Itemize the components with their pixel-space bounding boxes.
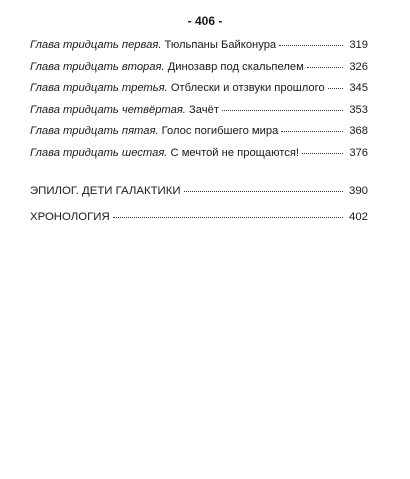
toc-entry-label [30, 61, 304, 74]
toc-entry-label [30, 104, 219, 117]
spacer [30, 169, 368, 185]
table-of-contents [30, 39, 368, 224]
chapter-title: С мечтой не прощаются! [167, 146, 299, 159]
chapter-prefix: Глава тридцать первая. [30, 39, 162, 51]
toc-page-number: 402 [348, 210, 368, 223]
section-title: ЭПИЛОГ. ДЕТИ ГАЛАКТИКИ [30, 184, 181, 197]
section-title: ХРОНОЛОГИЯ [30, 210, 110, 223]
toc-entry-epilogue [30, 185, 368, 198]
toc-entry-chapter-34 [30, 104, 368, 126]
toc-entry-label [30, 39, 276, 52]
spacer [30, 198, 368, 211]
dot-leader [222, 110, 343, 111]
chapter-title: Отблески и отзвуки прошлого [167, 82, 325, 95]
chapter-title: Тюльпаны Байконура [161, 39, 277, 51]
chapter-prefix: Глава тридцать третья. [30, 82, 168, 95]
chapter-title: Динозавр под скальпелем [164, 60, 304, 73]
toc-page-number: 376 [349, 146, 368, 159]
chapter-prefix: Глава тридцать вторая. [30, 60, 165, 73]
toc-entry-chapter-36 [30, 147, 368, 169]
page-number: - 406 - [187, 14, 223, 28]
toc-page-number: 353 [349, 103, 368, 116]
toc-page-number: 345 [349, 82, 368, 95]
toc-entry-label [30, 82, 325, 95]
toc-entry-label [30, 147, 299, 160]
chapter-prefix: Глава тридцать четвёртая. [30, 103, 186, 116]
toc-entry-chronology [30, 211, 368, 224]
toc-entry-chapter-35 [30, 125, 368, 147]
toc-page-number: 390 [348, 184, 368, 197]
chapter-title: Зачёт [185, 103, 219, 116]
chapter-prefix: Глава тридцать шестая. [30, 146, 168, 159]
chapter-title: Голос погибшего мира [158, 125, 279, 138]
toc-entry-chapter-32 [30, 61, 368, 83]
dot-leader [281, 131, 343, 132]
toc-entry-chapter-33 [30, 82, 368, 104]
dot-leader [279, 45, 343, 46]
dot-leader [328, 88, 343, 89]
dot-leader [113, 217, 343, 218]
dot-leader [302, 153, 343, 154]
dot-leader [307, 67, 343, 68]
toc-entry-chapter-31 [30, 39, 368, 61]
toc-page-number: 326 [349, 60, 368, 73]
dot-leader [184, 191, 343, 192]
toc-entry-label [30, 125, 278, 138]
toc-page-number: 368 [349, 125, 368, 138]
chapter-prefix: Глава тридцать пятая. [30, 125, 159, 138]
toc-page-number: 319 [349, 39, 368, 51]
